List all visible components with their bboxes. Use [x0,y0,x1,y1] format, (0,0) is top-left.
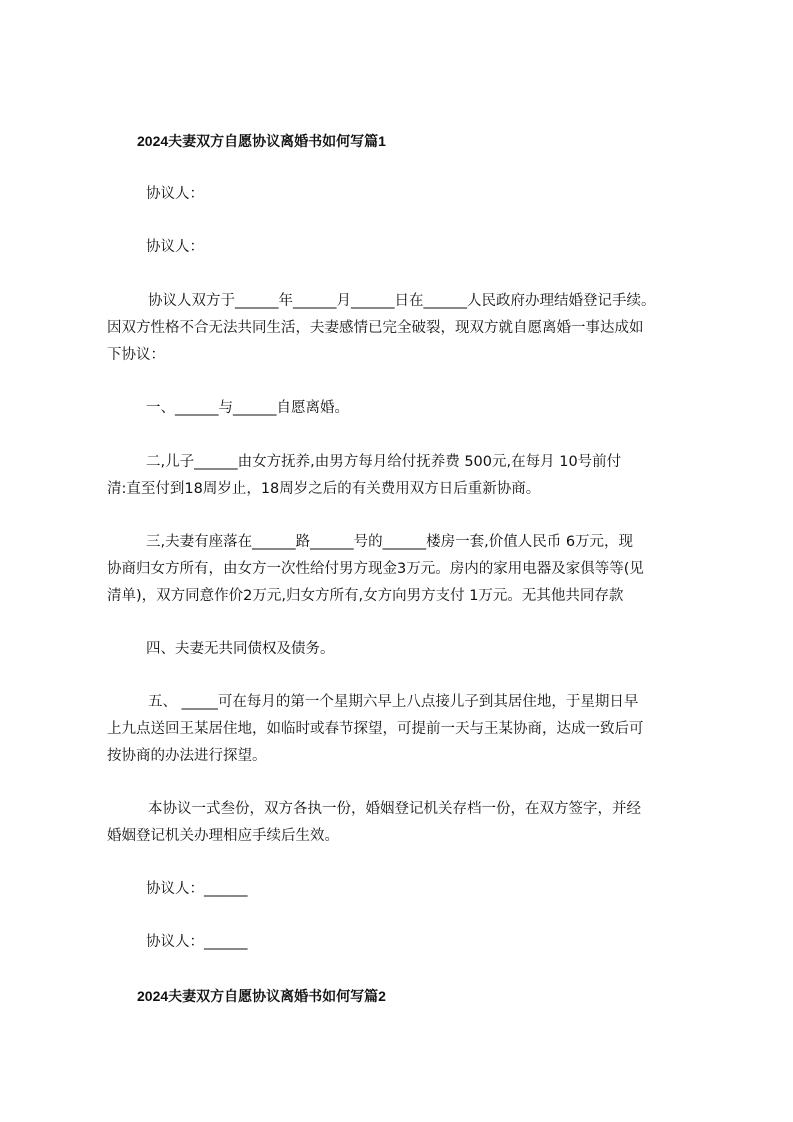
clause-5-line-3: 按协商的办法进行探望。 [107,748,267,764]
signature-line-2: 协议人：______ [146,934,248,950]
party-line-1: 协议人： [146,186,204,202]
clause-5-line-1: 五、 _____可在每月的第一个星期六早上八点接儿子到其居住地，于星期日早 [148,694,639,710]
clause-4: 四、夫妻无共同债权及债务。 [146,641,335,657]
clause-3-line-1: 三,夫妻有座落在______路______号的______楼房一套,价值人民币 6万元，现 [146,534,634,550]
clause-3-line-3: 清单)，双方同意作价2万元,归女方所有,女方向男方支付 1万元。无其他共同存款 [107,588,624,604]
intro-line-3: 下协议： [107,347,165,363]
clause-1: 一、______与______自愿离婚。 [146,400,349,416]
party-line-2: 协议人： [146,239,204,255]
closing-line-1: 本协议一式叁份，双方各执一份，婚姻登记机关存档一份，在双方签字，并经 [148,801,641,817]
intro-line-1: 协议人双方于______年______月______日在______人民政府办理结婚登记手续。 [148,293,656,309]
clause-2-line-2: 清:直至付到18周岁止，18周岁之后的有关费用双方日后重新协商。 [107,481,541,497]
signature-line-1: 协议人：______ [146,881,248,897]
clause-3-line-2: 协商归女方所有，由女方一次性给付男方现金3万元。房内的家用电器及家俱等等(见 [107,561,644,577]
section-heading-2: 2024夫妻双方自愿协议离婚书如何写篇2 [137,988,386,1004]
clause-5-line-2: 上九点送回王某居住地，如临时或春节探望，可提前一天与王某协商，达成一致后可 [107,721,644,737]
intro-line-2: 因双方性格不合无法共同生活，夫妻感情已完全破裂，现双方就自愿离婚一事达成如 [107,320,644,336]
section-heading-1: 2024夫妻双方自愿协议离婚书如何写篇1 [137,133,386,149]
closing-line-2: 婚姻登记机关办理相应手续后生效。 [107,828,339,844]
clause-2-line-1: 二,儿子______由女方抚养,由男方每月给付抚养费 500元,在每月 10号前付 [146,454,622,470]
